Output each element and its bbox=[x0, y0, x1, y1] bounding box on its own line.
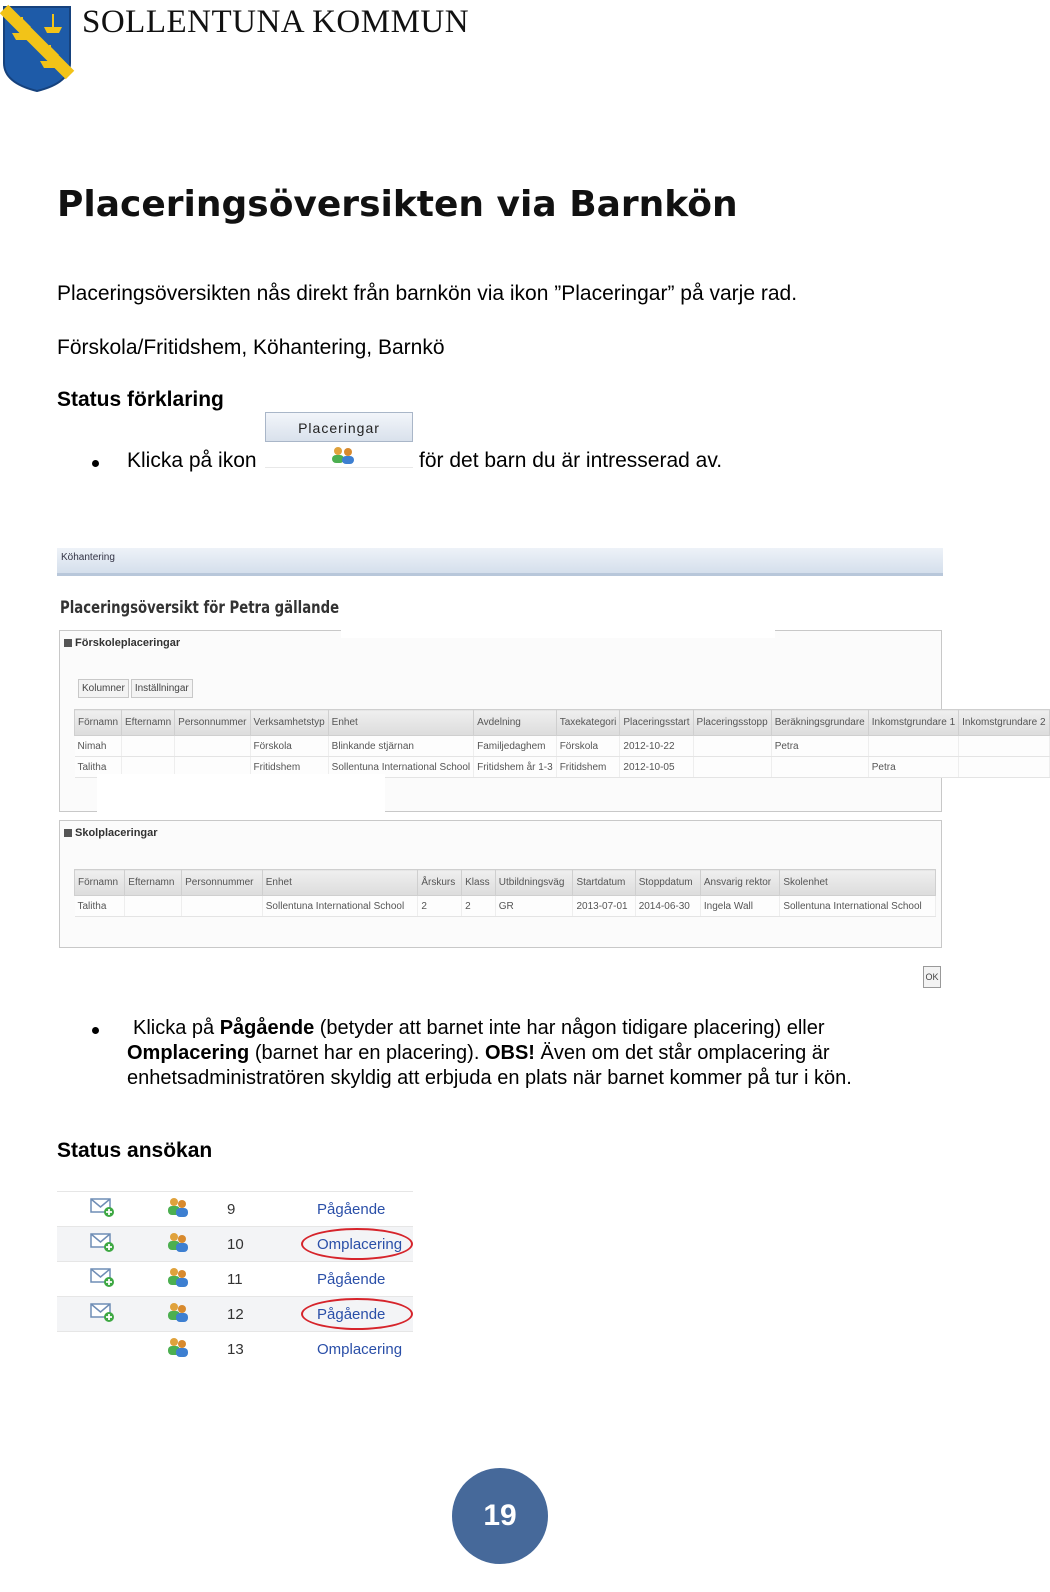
queue-number: 11 bbox=[227, 1262, 317, 1297]
column-header[interactable]: Stoppdatum bbox=[635, 870, 700, 896]
status-cell bbox=[317, 1262, 413, 1297]
column-header[interactable]: Förnamn bbox=[75, 710, 122, 736]
redaction-mask bbox=[341, 626, 775, 638]
mail-cell bbox=[57, 1227, 157, 1262]
table-header-row bbox=[75, 870, 936, 896]
table-cell: Sollentuna International School bbox=[262, 896, 418, 917]
sollentuna-crest-logo bbox=[2, 5, 72, 93]
placements-cell bbox=[157, 1297, 227, 1332]
status-link[interactable]: Pågående bbox=[317, 1200, 386, 1218]
column-header[interactable]: Avdelning bbox=[474, 710, 557, 736]
column-header[interactable]: Klass bbox=[462, 870, 496, 896]
people-icon[interactable] bbox=[165, 1345, 191, 1362]
people-icon[interactable] bbox=[326, 446, 360, 466]
redaction-mask bbox=[97, 774, 385, 812]
table-cell bbox=[175, 736, 250, 757]
page-title: Placeringsöversikten via Barnkön bbox=[57, 184, 738, 225]
table-cell: Petra bbox=[771, 736, 868, 757]
table-cell bbox=[122, 736, 175, 757]
table-cell: 2014-06-30 bbox=[635, 896, 700, 917]
column-header[interactable]: Personnummer bbox=[182, 870, 263, 896]
placeringar-button[interactable]: Placeringar bbox=[265, 412, 413, 442]
mail-add-icon[interactable] bbox=[89, 1275, 115, 1292]
status-link[interactable]: Pågående bbox=[317, 1305, 386, 1323]
column-header[interactable]: Ansvarig rektor bbox=[700, 870, 779, 896]
table-cell: Förskola bbox=[556, 736, 620, 757]
application-status-table bbox=[57, 1191, 413, 1367]
column-header[interactable]: Inkomstgrundare 2 bbox=[959, 710, 1049, 736]
status-row[interactable] bbox=[57, 1332, 413, 1367]
tab-kohantering[interactable]: Köhantering bbox=[61, 552, 115, 563]
table-cell: Fritidshem bbox=[250, 757, 328, 778]
column-header[interactable]: Beräkningsgrundare bbox=[771, 710, 868, 736]
column-header[interactable]: Startdatum bbox=[573, 870, 635, 896]
placement-overview-screenshot bbox=[57, 548, 1046, 948]
school-table bbox=[74, 869, 936, 917]
placements-cell bbox=[157, 1332, 227, 1367]
bullet-icon bbox=[92, 460, 99, 467]
mail-cell bbox=[57, 1262, 157, 1297]
navigation-path: Förskola/Fritidshem, Köhantering, Barnkö bbox=[57, 336, 445, 359]
status-row[interactable] bbox=[57, 1262, 413, 1297]
mail-add-icon[interactable] bbox=[89, 1310, 115, 1327]
table-cell: Talitha bbox=[75, 757, 122, 778]
ok-button[interactable]: OK bbox=[923, 966, 941, 988]
status-cell bbox=[317, 1297, 413, 1332]
table-cell: 2 bbox=[418, 896, 462, 917]
column-header[interactable]: Förnamn bbox=[75, 870, 125, 896]
mail-cell bbox=[57, 1297, 157, 1332]
table-cell: Ingela Wall bbox=[700, 896, 779, 917]
mail-cell bbox=[57, 1332, 157, 1367]
table-cell bbox=[868, 736, 958, 757]
column-header[interactable]: Placeringsstopp bbox=[693, 710, 771, 736]
column-header[interactable]: Taxekategori bbox=[556, 710, 620, 736]
status-cell bbox=[317, 1192, 413, 1227]
column-header[interactable]: Inkomstgrundare 1 bbox=[868, 710, 958, 736]
page-number: 19 bbox=[452, 1468, 548, 1564]
queue-number: 10 bbox=[227, 1227, 317, 1262]
column-header[interactable]: Skolenhet bbox=[780, 870, 936, 896]
table-cell bbox=[182, 896, 263, 917]
status-explanation-heading: Status förklaring bbox=[57, 388, 224, 411]
column-header[interactable]: Placeringsstart bbox=[620, 710, 693, 736]
preschool-table bbox=[74, 709, 1050, 778]
mail-add-icon[interactable] bbox=[89, 1205, 115, 1222]
column-header[interactable]: Enhet bbox=[328, 710, 473, 736]
table-cell: 2 bbox=[462, 896, 496, 917]
table-header-row bbox=[75, 710, 1050, 736]
column-header[interactable]: Efternamn bbox=[122, 710, 175, 736]
instruction-text-start: Klicka på ikon bbox=[127, 449, 257, 472]
table-cell bbox=[125, 896, 182, 917]
table-cell bbox=[693, 736, 771, 757]
table-cell: Fritidshem år 1-3 bbox=[474, 757, 557, 778]
status-cell bbox=[317, 1332, 413, 1367]
column-header[interactable]: Enhet bbox=[262, 870, 418, 896]
mail-add-icon[interactable] bbox=[89, 1240, 115, 1257]
table-row[interactable] bbox=[75, 736, 1050, 757]
table-cell: Petra bbox=[868, 757, 958, 778]
status-link[interactable]: Pågående bbox=[317, 1270, 386, 1288]
table-cell: Talitha bbox=[75, 896, 125, 917]
table-cell bbox=[693, 757, 771, 778]
people-icon[interactable] bbox=[165, 1205, 191, 1222]
table-row[interactable] bbox=[75, 896, 936, 917]
column-header[interactable]: Utbildningsväg bbox=[495, 870, 573, 896]
table-cell bbox=[959, 736, 1049, 757]
brand-name: SOLLENTUNA KOMMUN bbox=[82, 4, 470, 40]
screenshot-tab-bar bbox=[57, 548, 943, 576]
table-cell: Sollentuna International School bbox=[780, 896, 936, 917]
status-cell bbox=[317, 1227, 413, 1262]
collapse-icon[interactable] bbox=[64, 639, 72, 647]
mail-cell bbox=[57, 1192, 157, 1227]
status-application-heading: Status ansökan bbox=[57, 1139, 213, 1162]
queue-number: 9 bbox=[227, 1192, 317, 1227]
tab-installningar[interactable]: Inställningar bbox=[131, 679, 193, 698]
column-header[interactable]: Årskurs bbox=[418, 870, 462, 896]
bullet-icon bbox=[92, 1027, 99, 1034]
school-placements-panel bbox=[59, 820, 942, 948]
table-cell: 2012-10-05 bbox=[620, 757, 693, 778]
instruction-text-end: för det barn du är intresserad av. bbox=[419, 449, 723, 472]
people-icon[interactable] bbox=[165, 1310, 191, 1327]
placements-cell bbox=[157, 1192, 227, 1227]
column-header[interactable]: Efternamn bbox=[125, 870, 182, 896]
table-cell: Familjedaghem bbox=[474, 736, 557, 757]
table-cell: 2012-10-22 bbox=[620, 736, 693, 757]
status-link[interactable]: Omplacering bbox=[317, 1340, 403, 1358]
placements-cell bbox=[157, 1262, 227, 1297]
status-row[interactable] bbox=[57, 1192, 413, 1227]
column-header[interactable]: Verksamhetstyp bbox=[250, 710, 328, 736]
people-icon[interactable] bbox=[165, 1240, 191, 1257]
status-row[interactable] bbox=[57, 1297, 413, 1332]
queue-number: 12 bbox=[227, 1297, 317, 1332]
placements-cell bbox=[157, 1227, 227, 1262]
collapse-icon[interactable] bbox=[64, 829, 72, 837]
table-cell: Fritidshem bbox=[556, 757, 620, 778]
panel-title: Skolplaceringar bbox=[64, 827, 158, 839]
status-row[interactable] bbox=[57, 1227, 413, 1262]
table-cell: Nimah bbox=[75, 736, 122, 757]
table-cell bbox=[959, 757, 1049, 778]
table-cell: Förskola bbox=[250, 736, 328, 757]
table-cell: GR bbox=[495, 896, 573, 917]
panel-title: Förskoleplaceringar bbox=[64, 637, 180, 649]
status-instruction-paragraph: Klicka på Pågående (betyder att barnet inte har någon tidigare placering) eller Omplacering (barnet har en placering). OBS! Även om det står omplacering är enhetsadministratören skyldig att erbjuda en plats när barnet kommer på tur i kön. bbox=[127, 1017, 852, 1089]
tab-kolumner[interactable]: Kolumner bbox=[78, 679, 129, 698]
panel-tabs bbox=[78, 679, 193, 698]
table-cell bbox=[771, 757, 868, 778]
column-header[interactable]: Personnummer bbox=[175, 710, 250, 736]
table-cell: 2013-07-01 bbox=[573, 896, 635, 917]
table-cell: Sollentuna International School bbox=[328, 757, 473, 778]
intro-text: Placeringsöversikten nås direkt från barnkön via ikon ”Placeringar” på varje rad. bbox=[57, 282, 798, 305]
screenshot-heading: Placeringsöversikt för Petra gällande bbox=[60, 598, 340, 618]
table-cell: Blinkande stjärnan bbox=[328, 736, 473, 757]
queue-number: 13 bbox=[227, 1332, 317, 1367]
status-link[interactable]: Omplacering bbox=[317, 1235, 403, 1253]
people-icon[interactable] bbox=[165, 1275, 191, 1292]
